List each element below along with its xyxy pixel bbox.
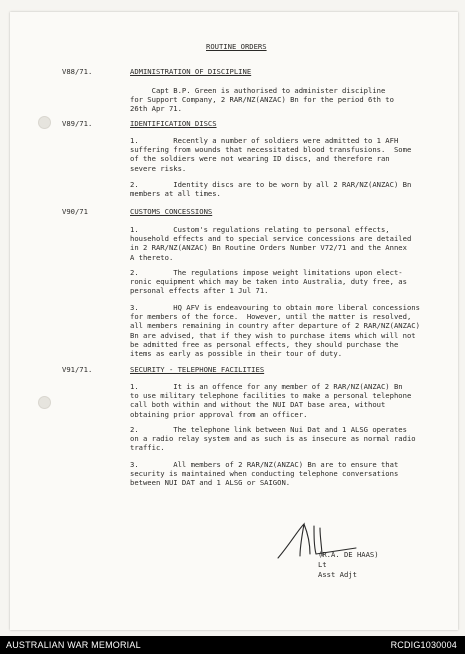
paragraph: 1. It is an offence for any member of 2 RAR/NZ(ANZAC) Bn to use military telephone facilities to make a personal telephone call both within and without the NUI DAT base area, without obtaining prior approval from an officer. — [130, 382, 412, 419]
signatory-appointment: Asst Adjt — [318, 570, 357, 579]
paragraph: Capt B.P. Green is authorised to administer discipline for Support Company, 2 RAR/NZ(ANZAC) Bn for the period 6th to 26th Apr 71. — [130, 86, 394, 114]
punch-hole — [38, 116, 51, 129]
document-heading: ROUTINE ORDERS — [206, 42, 267, 51]
section-number: V91/71. — [62, 365, 93, 374]
section-title: CUSTOMS CONCESSIONS — [130, 207, 213, 216]
paragraph: 2. The regulations impose weight limitations upon elect- ronic equipment which may be taken into Australia, duty free, as personal effects after 1 Jul 71. — [130, 268, 407, 296]
section-number: V90/71 — [62, 207, 88, 216]
paragraph: 1. Custom's regulations relating to personal effects, household effects and to special service concessions are detailed in 2 RAR/NZ(ANZAC) Bn Routine Orders Number V72/71 and the Annex A thereto. — [130, 225, 412, 262]
record-id: RCDIG1030004 — [390, 640, 457, 650]
archive-credit: AUSTRALIAN WAR MEMORIAL — [6, 640, 141, 650]
signatory-name: (R.A. DE HAAS) — [318, 550, 379, 559]
paragraph: 3. All members of 2 RAR/NZ(ANZAC) Bn are to ensure that security is maintained when conducting telephone conversations between NUI DAT and 1 ALSG or SAIGON. — [130, 460, 399, 488]
signatory-rank: Lt — [318, 560, 327, 569]
section-number: V88/71. — [62, 67, 93, 76]
section-title: IDENTIFICATION DISCS — [130, 119, 217, 128]
punch-hole — [38, 396, 51, 409]
paragraph: 1. Recently a number of soldiers were admitted to 1 AFH suffering from wounds that necessitated blood transfusions. Some of the soldiers were not wearing ID discs, and therefore ran severe risks. — [130, 136, 412, 173]
paragraph: 3. HQ AFV is endeavouring to obtain more liberal concessions for members of the force. However, until the matter is resolved, all members remaining in country after departure of 2 RAR/NZ(ANZAC) Bn are advised, that if they wish to purchase items which will not be admitted free as personal effects, they should purchase the items as early as possible in their tour of duty. — [130, 303, 420, 359]
paragraph: 2. The telephone link between Nui Dat and 1 ALSG operates on a radio relay system and as such is as insecure as normal radio traffic. — [130, 425, 416, 453]
section-number: V89/71. — [62, 119, 93, 128]
section-title: SECURITY - TELEPHONE FACILITIES — [130, 365, 265, 374]
section-title: ADMINISTRATION OF DISCIPLINE — [130, 67, 252, 76]
paragraph: 2. Identity discs are to be worn by all 2 RAR/NZ(ANZAC) Bn members at all times. — [130, 180, 412, 199]
